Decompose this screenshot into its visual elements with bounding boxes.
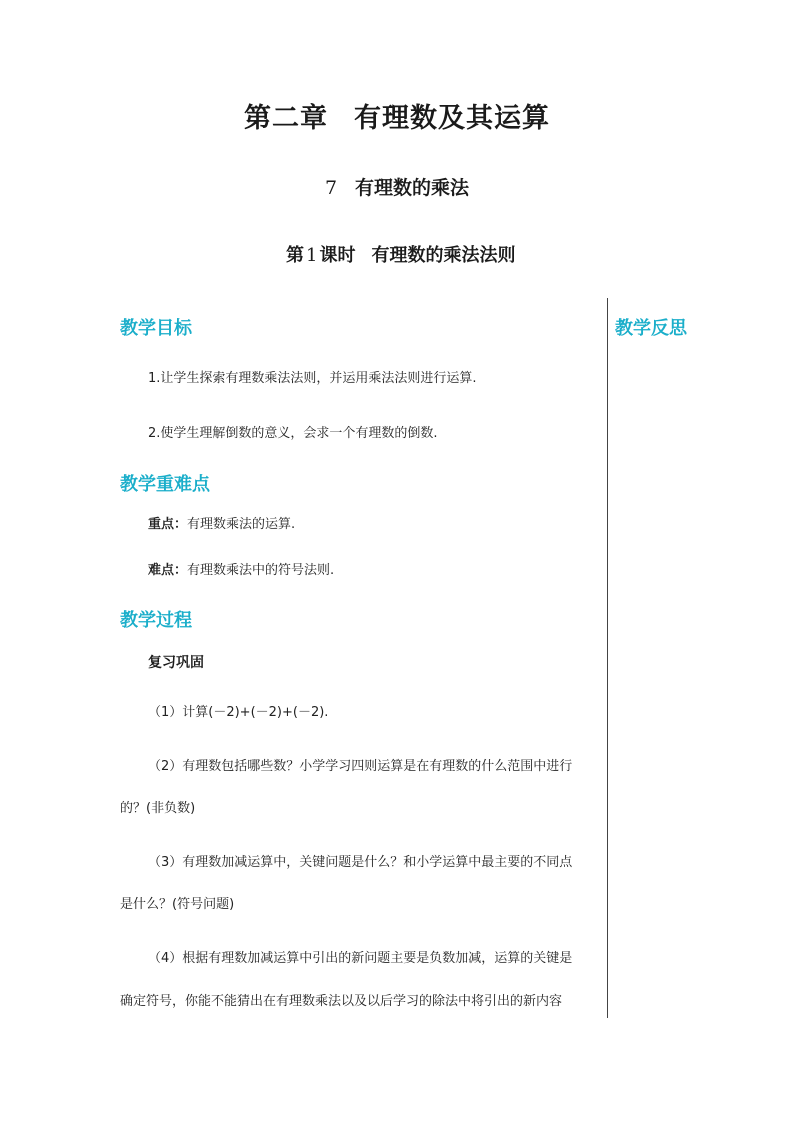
lesson-title bbox=[286, 241, 515, 267]
process-line: （2）有理数包括哪些数？小学学习四则运算是在有理数的什么范围中进行 bbox=[148, 759, 573, 774]
focus-line bbox=[148, 513, 295, 532]
process-line: （3）有理数加减运算中，关键问题是什么？和小学运算中最主要的不同点 bbox=[148, 855, 573, 870]
process-line: （1）计算(－2)+(－2)+(－2). bbox=[148, 705, 329, 720]
difficulty-label: 难点： bbox=[148, 563, 188, 578]
section-title bbox=[0, 173, 794, 200]
key-points-heading: 教学重难点 bbox=[120, 474, 210, 495]
lesson-suffix: 课时 bbox=[319, 245, 356, 266]
difficulty-text: 有理数乘法中的符号法则. bbox=[187, 563, 335, 578]
chapter-name: 有理数及其运算 bbox=[354, 103, 550, 134]
review-heading: 复习巩固 bbox=[148, 655, 204, 671]
process-line: 的？(非负数) bbox=[120, 801, 196, 816]
lesson-number: 1 bbox=[306, 245, 318, 266]
focus-text: 有理数乘法的运算. bbox=[187, 517, 296, 532]
focus-label: 重点： bbox=[148, 517, 188, 532]
process-line: 确定符号，你能不能猜出在有理数乘法以及以后学习的除法中将引出的新内容 bbox=[120, 994, 563, 1009]
lesson-prefix: 第 bbox=[286, 245, 304, 266]
column-divider bbox=[607, 298, 608, 1018]
process-heading: 教学过程 bbox=[120, 610, 192, 631]
difficulty-line bbox=[148, 559, 334, 578]
lesson-name: 有理数的乘法法则 bbox=[371, 245, 516, 266]
process-line: （4）根据有理数加减运算中引出的新问题主要是负数加减，运算的关键是 bbox=[148, 951, 573, 966]
process-line: 是什么？(符号问题) bbox=[120, 897, 235, 912]
objective-item: 1.让学生探索有理数乘法法则，并运用乘法法则进行运算. bbox=[148, 371, 477, 386]
reflection-heading: 教学反思 bbox=[615, 318, 687, 339]
section-number: 7 bbox=[324, 177, 338, 199]
chapter-title bbox=[0, 96, 794, 135]
objectives-heading: 教学目标 bbox=[120, 318, 192, 339]
objective-item: 2.使学生理解倒数的意义，会求一个有理数的倒数. bbox=[148, 426, 438, 441]
section-name: 有理数的乘法 bbox=[355, 177, 470, 199]
chapter-number: 第二章 bbox=[244, 103, 328, 134]
